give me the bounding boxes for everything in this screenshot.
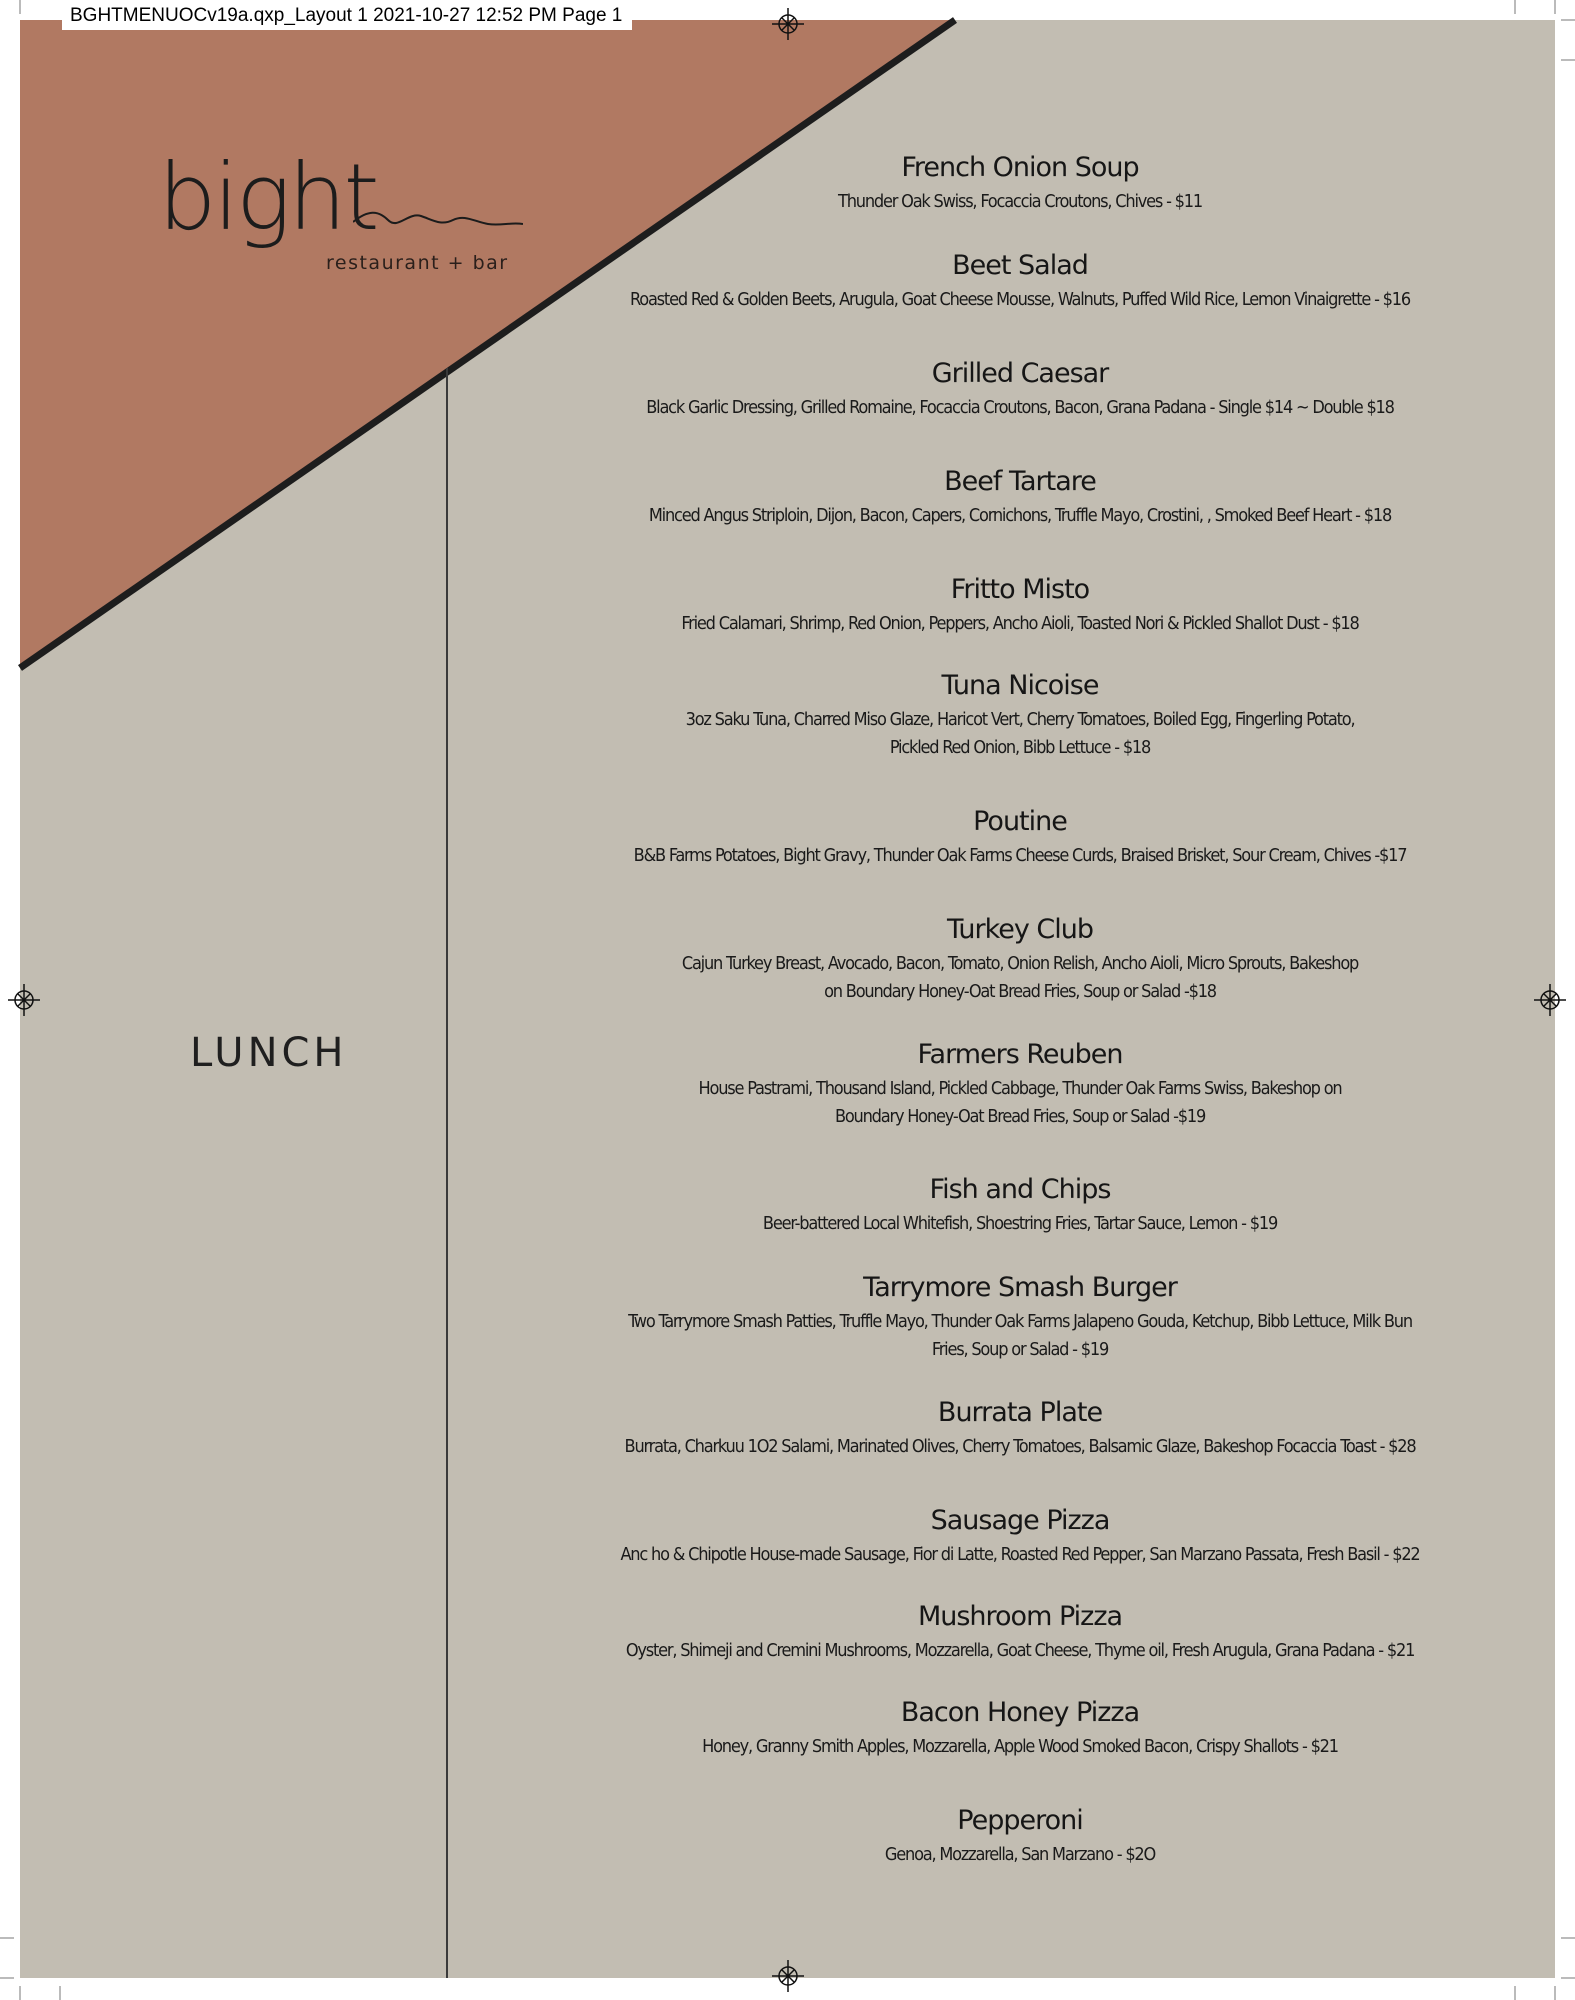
menu-item bbox=[520, 150, 1520, 216]
menu-item-description bbox=[520, 502, 1520, 530]
menu-item-description-line: Pickled Red Onion, Bibb Lettuce - $18 bbox=[889, 737, 1151, 758]
menu-item-name: Sausage Pizza bbox=[930, 1505, 1110, 1536]
menu-item-description-line: Beer-battered Local Whitefish, Shoestring Fries, Tartar Sauce, Lemon - $19 bbox=[762, 1213, 1278, 1234]
menu-item-description-line: on Boundary Honey-Oat Bread Fries, Soup or Salad -$18 bbox=[824, 981, 1216, 1002]
menu-item-description bbox=[520, 842, 1520, 870]
menu-item-name: Turkey Club bbox=[946, 914, 1094, 945]
menu-item-name: Farmers Reuben bbox=[917, 1039, 1123, 1070]
menu-item-description-line: Minced Angus Striploin, Dijon, Bacon, Capers, Cornichons, Truffle Mayo, Crostini, , Smoked Beef Heart - $18 bbox=[648, 505, 1392, 526]
menu-item-name: Grilled Caesar bbox=[931, 358, 1109, 389]
menu-item-name: Mushroom Pizza bbox=[917, 1601, 1123, 1632]
menu-item-name: Beef Tartare bbox=[944, 466, 1096, 497]
menu-item bbox=[520, 1172, 1520, 1238]
menu-item-description-line: Black Garlic Dressing, Grilled Romaine, Focaccia Croutons, Bacon, Grana Padana - Single $14 ~ Double $18 bbox=[646, 397, 1394, 418]
logo-tagline: restaurant + bar bbox=[326, 252, 509, 274]
section-title-lunch: LUNCH bbox=[190, 1030, 348, 1076]
menu-item-description bbox=[520, 1210, 1520, 1238]
menu-item-description-line: Thunder Oak Swiss, Focaccia Croutons, Chives - $11 bbox=[838, 191, 1202, 212]
menu-item-description-line: Fried Calamari, Shrimp, Red Onion, Peppers, Ancho Aioli, Toasted Nori & Pickled Shallot Dust - $18 bbox=[681, 613, 1359, 634]
menu-item-name: French Onion Soup bbox=[901, 152, 1139, 183]
menu-item-description bbox=[520, 1733, 1520, 1761]
menu-item bbox=[520, 668, 1520, 762]
menu-item bbox=[520, 912, 1520, 1006]
menu-item-description bbox=[520, 394, 1520, 422]
menu-item-description-line: Genoa, Mozzarella, San Marzano - $2O bbox=[884, 1844, 1156, 1865]
menu-item bbox=[520, 1503, 1520, 1569]
menu-item-description-line: Boundary Honey-Oat Bread Fries, Soup or Salad -$19 bbox=[834, 1106, 1206, 1127]
menu-item-description-line: Cajun Turkey Breast, Avocado, Bacon, Tomato, Onion Relish, Ancho Aioli, Micro Sprouts, Bakeshop bbox=[681, 953, 1359, 974]
menu-item bbox=[520, 1037, 1520, 1131]
bight-logo bbox=[158, 144, 518, 280]
menu-item-name: Tuna Nicoise bbox=[941, 670, 1099, 701]
logo-wordmark: bight bbox=[158, 144, 377, 251]
menu-item-name: Poutine bbox=[973, 806, 1067, 837]
menu-item bbox=[520, 464, 1520, 530]
menu-item-name: Beet Salad bbox=[952, 250, 1088, 281]
menu-item bbox=[520, 1695, 1520, 1761]
menu-item-description bbox=[520, 1075, 1520, 1131]
menu-item-description-line: Burrata, Charkuu 1O2 Salami, Marinated Olives, Cherry Tomatoes, Balsamic Glaze, Bakeshop Focaccia Toast - $28 bbox=[624, 1436, 1416, 1457]
menu-item bbox=[520, 356, 1520, 422]
menu-item-description bbox=[520, 1308, 1520, 1364]
menu-item bbox=[520, 572, 1520, 638]
menu-item bbox=[520, 1395, 1520, 1461]
menu-item-description-line: Honey, Granny Smith Apples, Mozzarella, Apple Wood Smoked Bacon, Crispy Shallots - $21 bbox=[702, 1736, 1338, 1757]
menu-item-description-line: B&B Farms Potatoes, Bight Gravy, Thunder Oak Farms Cheese Curds, Braised Brisket, Sour Cream, Chives -$17 bbox=[633, 845, 1407, 866]
menu-item-description bbox=[520, 188, 1520, 216]
print-file-label: BGHTMENUOCv19a.qxp_Layout 1 2021-10-27 12:52 PM Page 1 bbox=[62, 0, 632, 30]
menu-item-description bbox=[520, 1841, 1520, 1869]
menu-item-description-line: Oyster, Shimeji and Cremini Mushrooms, Mozzarella, Goat Cheese, Thyme oil, Fresh Arugula, Grana Padana - $21 bbox=[625, 1640, 1415, 1661]
menu-item-description-line: Fries, Soup or Salad - $19 bbox=[931, 1339, 1109, 1360]
menu-item bbox=[520, 1270, 1520, 1364]
menu-item-description bbox=[520, 610, 1520, 638]
menu-item-name: Fritto Misto bbox=[950, 574, 1090, 605]
menu-item-description-line: Anc ho & Chipotle House-made Sausage, Fior di Latte, Roasted Red Pepper, San Marzano Passata, Fresh Basil - $22 bbox=[620, 1544, 1420, 1565]
logo-swoosh-icon bbox=[353, 200, 523, 240]
menu-item-description-line: House Pastrami, Thousand Island, Pickled Cabbage, Thunder Oak Farms Swiss, Bakeshop on bbox=[698, 1078, 1342, 1099]
menu-item-description bbox=[520, 1433, 1520, 1461]
menu-item-name: Pepperoni bbox=[957, 1805, 1083, 1836]
menu-item-description-line: Two Tarrymore Smash Patties, Truffle Mayo, Thunder Oak Farms Jalapeno Gouda, Ketchup, Bibb Lettuce, Milk Bun bbox=[628, 1311, 1412, 1332]
menu-item bbox=[520, 1803, 1520, 1869]
menu-item-description bbox=[520, 1541, 1520, 1569]
menu-item-description bbox=[520, 706, 1520, 762]
menu-item-name: Bacon Honey Pizza bbox=[900, 1697, 1140, 1728]
menu-item-name: Tarrymore Smash Burger bbox=[863, 1272, 1177, 1303]
menu-item-description bbox=[520, 286, 1520, 314]
menu-item-description-line: 3oz Saku Tuna, Charred Miso Glaze, Haricot Vert, Cherry Tomatoes, Boiled Egg, Fingerling Potato, bbox=[685, 709, 1355, 730]
menu-item bbox=[520, 248, 1520, 314]
menu-item-description bbox=[520, 950, 1520, 1006]
menu-item-name: Fish and Chips bbox=[929, 1174, 1111, 1205]
menu-item bbox=[520, 804, 1520, 870]
menu-item-name: Burrata Plate bbox=[937, 1397, 1103, 1428]
menu-item-description-line: Roasted Red & Golden Beets, Arugula, Goat Cheese Mousse, Walnuts, Puffed Wild Rice, Lemon Vinaigrette - $16 bbox=[630, 289, 1410, 310]
menu-item bbox=[520, 1599, 1520, 1665]
menu-item-description bbox=[520, 1637, 1520, 1665]
